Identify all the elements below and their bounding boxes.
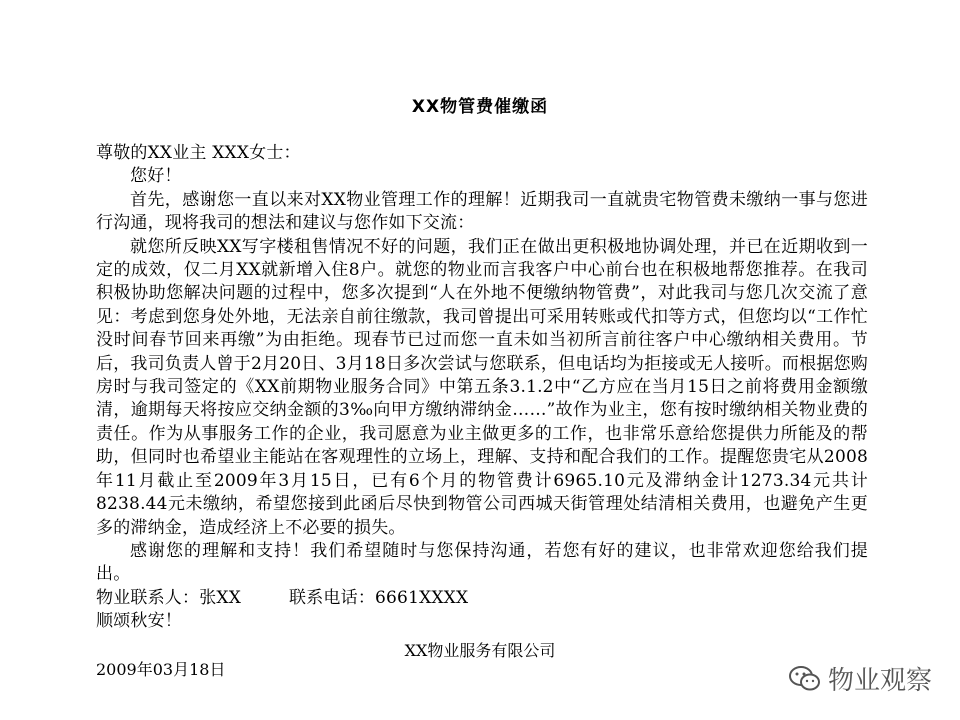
wechat-icon (788, 664, 822, 694)
paragraph-thanks: 感谢您的理解和支持！我们希望随时与您保持沟通，若您有好的建议，也非常欢迎您给我们提出。 (96, 540, 868, 585)
contact-person: 物业联系人：张XX (96, 587, 242, 608)
salutation: 尊敬的XX业主 XXX女士： (96, 143, 301, 163)
company-signature: XX物业服务有限公司 (404, 641, 556, 660)
letter-date: 2009年03月18日 (96, 660, 226, 679)
contact-phone: 联系电话：6661XXXX (289, 587, 469, 608)
paragraph-intro: 首先，感谢您一直以来对XX物业管理工作的理解！近期我司一直就贵宅物管费未缴纳一事与您进行沟通，现将我司的想法和建议与您作如下交流： (96, 189, 868, 234)
paragraph-main: 就您所反映XX写字楼租售情况不好的问题，我们正在做出更积极地协调处理，并已在近期收到一定的成效，仅二月XX就新增入住8户。就您的物业而言我客户中心前台也在积极地帮您推荐。在我司积极协助您解决问题的过程中，您多次提到“人在外地不便缴纳物管费”，对此我司与您几次交流了意见：考虑到您身处外地，无法亲自前往缴款，我司曾提出可采用转账或代扣等方式，但您均以“工作忙没时间春节回来再缴”为由拒绝。现春节已过而您一直未如当初所言前往客户中心缴纳相关费用。节后，我司负责人曾于2月20日、3月18日多次尝试与您联系，但电话均为拒接或无人接听。而根据您购房时与我司签定的《XX前期物业服务合同》中第五条3.1.2中“乙方应在当月15日之前将费用金额缴清，逾期每天将按应交纳金额的3‰向甲方缴纳滞纳金……”故作为业主，您有按时缴纳相关物业费的责任。作为从事服务工作的企业，我司愿意为业主做更多的工作，也非常乐意给您提供力所能及的帮助，但同时也希望业主能站在客观理性的立场上，理解、支持和配合我们的工作。提醒您贵宅从2008年11月截止至2009年3月15日，已有6个月的物管费计6965.10元及滞纳金计1273.34元共计8238.44元未缴纳，希望您接到此函后尽快到物管公司西城天街管理处结清相关费用，也避免产生更多的滞纳金，造成经济上不必要的损失。 (96, 236, 868, 538)
letter-title: XX物管费催缴函 (411, 97, 549, 117)
watermark (788, 660, 932, 697)
closing: 顺颂秋安！ (96, 611, 182, 632)
greeting: 您好！ (130, 166, 182, 187)
contact-row (96, 587, 868, 610)
watermark-text: 物业观察 (827, 666, 932, 696)
letter-body (96, 142, 868, 634)
